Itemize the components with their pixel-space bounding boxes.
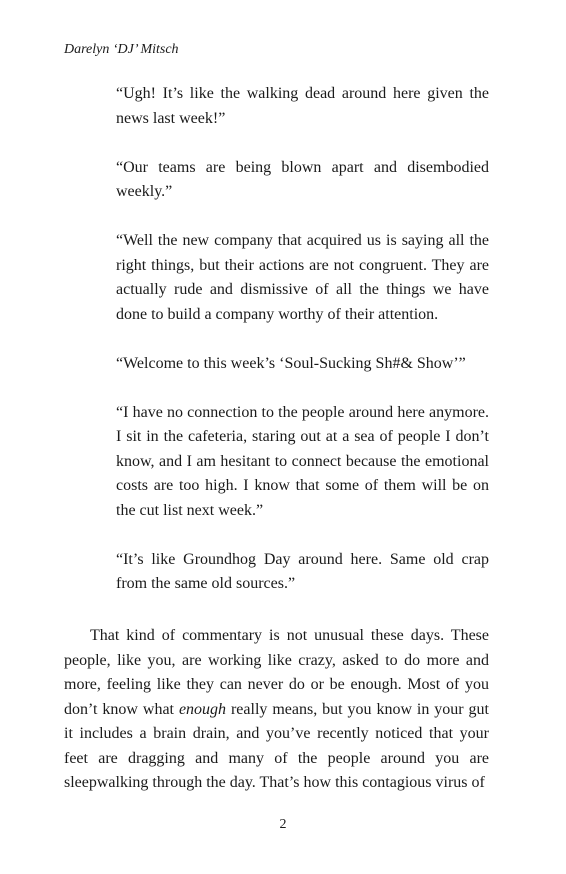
body-paragraph bbox=[64, 624, 489, 796]
quote-block bbox=[116, 82, 489, 597]
quote-walking-dead: “Ugh! It’s like the walking dead around here given the news last week!” bbox=[116, 85, 489, 127]
quote-groundhog-day: “It’s like Groundhog Day around here. Same old crap from the same old sources.” bbox=[116, 550, 489, 592]
body-emphasis-enough: enough bbox=[178, 700, 227, 718]
quote-no-connection: “I have no connection to the people around here anymore. I sit in the cafeteria, staring out at a sea of people I don’t know, and I am hesitant to connect because the emotional costs are too high. I know that some of them will be on the cut list next week.” bbox=[116, 403, 489, 519]
running-head-author: Darelyn ‘DJ’ Mitsch bbox=[64, 42, 179, 57]
page-number: 2 bbox=[279, 817, 287, 832]
quote-new-company: “Well the new company that acquired us is saying all the right things, but their actions are not congruent. They are actually rude and dismissive of all the things we have done to build a company worthy of their attention. bbox=[116, 232, 489, 323]
quote-teams-blown-apart: “Our teams are being blown apart and disembodied weekly.” bbox=[116, 158, 489, 200]
body-text-start: That kind of commentary is not unusual these days. These people, like you, are working like crazy, asked to do more and more, feeling like they can never do or be enough. Most of you don’t know what bbox=[64, 627, 489, 718]
quote-soul-sucking-show: “Welcome to this week’s ‘Soul-Sucking Sh#& Show’” bbox=[116, 354, 466, 372]
body-text-end: really means, but you know in your gut it includes a brain drain, and you’ve recently noticed that your feet are dragging and many of the people around you are sleepwalking through the day. That’s how this contagious virus of bbox=[64, 700, 490, 791]
